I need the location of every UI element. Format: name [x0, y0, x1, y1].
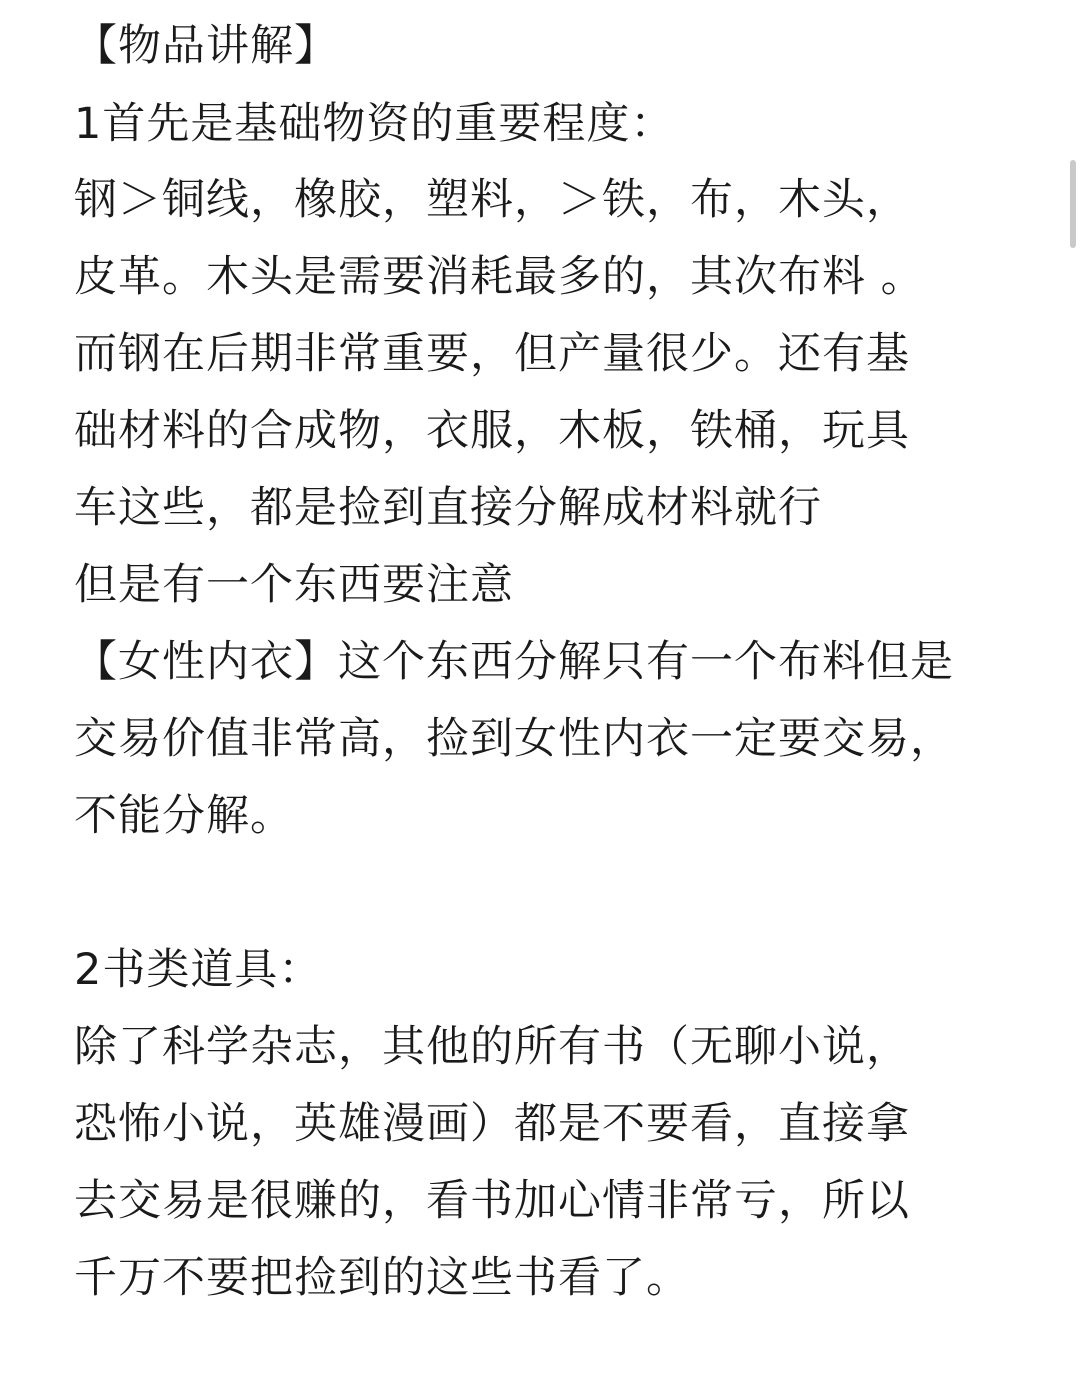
section-heading: 【物品讲解】 — [74, 21, 338, 71]
subheading: 1首先是基础物资的重要程度： — [74, 99, 675, 149]
text-line: 而钢在后期非常重要，但产量很少。还有基 — [74, 329, 910, 379]
subheading: 2书类道具： — [74, 945, 323, 995]
text-line: 不能分解。 — [74, 791, 294, 841]
text-line: 千万不要把捡到的这些书看了。 — [74, 1253, 690, 1303]
text-line: 础材料的合成物，衣服，木板，铁桶，玩具 — [74, 406, 910, 456]
text-line: 【女性内衣】这个东西分解只有一个布料但是 — [74, 637, 954, 687]
text-line: 除了科学杂志，其他的所有书（无聊小说， — [74, 1022, 910, 1072]
text-line: 车这些，都是捡到直接分解成材料就行 — [74, 483, 822, 533]
text-line: 钢＞铜线，橡胶，塑料，＞铁，布，木头， — [74, 175, 910, 225]
text-line: 但是有一个东西要注意 — [74, 560, 514, 610]
text-line: 去交易是很赚的，看书加心情非常亏，所以 — [74, 1176, 910, 1226]
text-line: 皮革。木头是需要消耗最多的，其次布料 。 — [74, 252, 925, 302]
text-line: 恐怖小说，英雄漫画）都是不要看，直接拿 — [74, 1099, 910, 1149]
scrollbar[interactable] — [1070, 160, 1076, 248]
text-line: 交易价值非常高，捡到女性内衣一定要交易， — [74, 714, 954, 764]
